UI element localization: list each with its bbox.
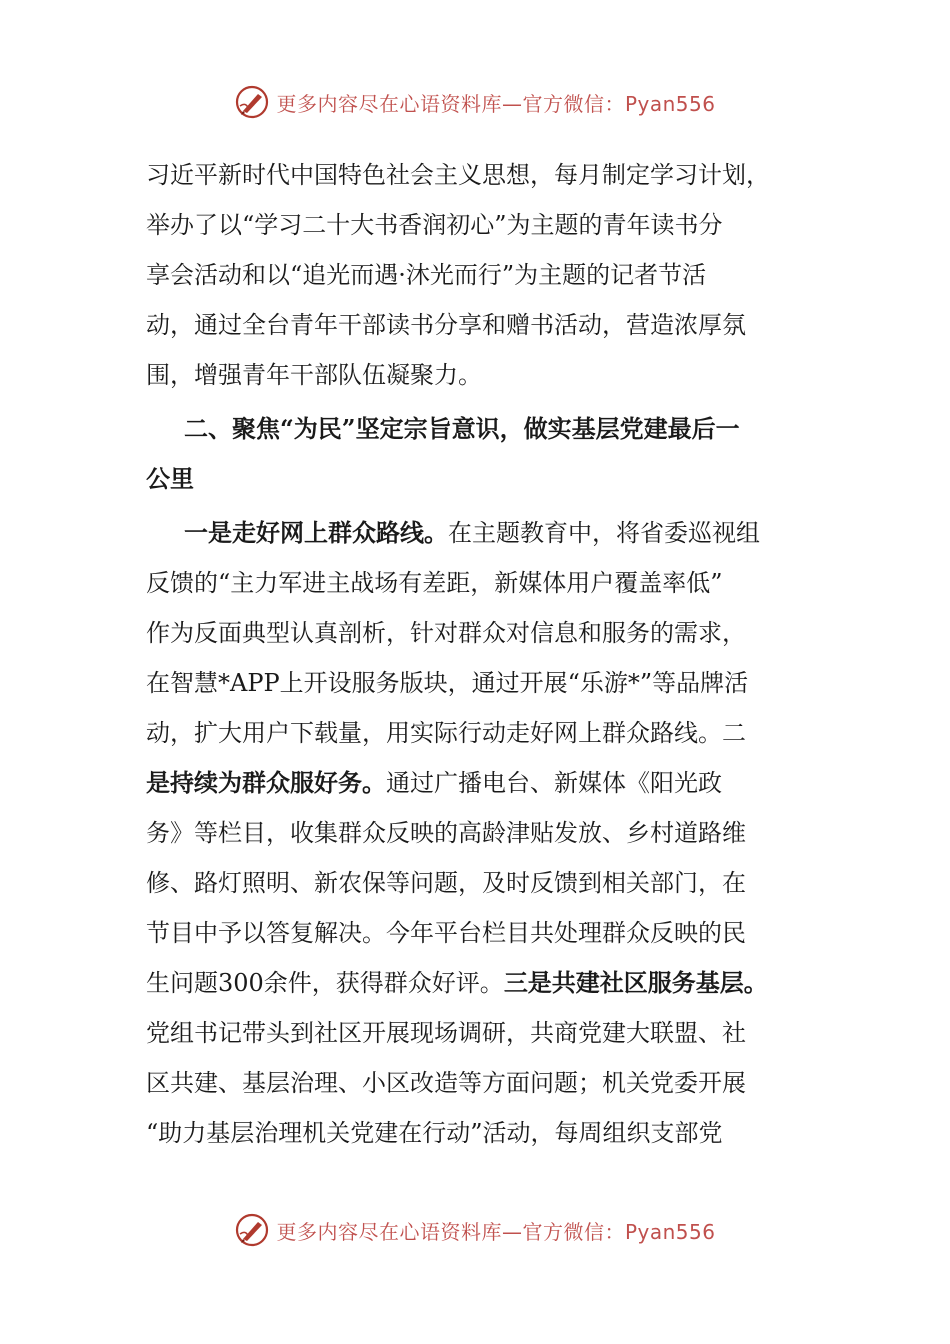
footer-banner bbox=[0, 1210, 950, 1250]
text-run: 在主题教育中，将省委巡视组 bbox=[448, 519, 760, 547]
text-line: 在智慧*APP上开设服务版块，通过开展“乐游*”等品牌活 bbox=[146, 669, 749, 697]
text-line: 修、路灯照明、新农保等问题，及时反馈到相关部门，在 bbox=[146, 869, 746, 897]
text-line: 习近平新时代中国特色社会主义思想，每月制定学习计划， bbox=[146, 161, 770, 189]
section-heading-2 bbox=[146, 404, 806, 504]
heading-line: 公里 bbox=[146, 464, 194, 493]
paragraph-2 bbox=[146, 508, 806, 1158]
text-line: 享会活动和以“追光而遇·沐光而行”为主题的记者节活 bbox=[146, 261, 707, 289]
text-line: 务》等栏目，收集群众反映的高龄津贴发放、乡村道路维 bbox=[146, 819, 746, 847]
text-line: 党组书记带头到社区开展现场调研，共商党建大联盟、社 bbox=[146, 1019, 746, 1047]
document-body bbox=[146, 150, 806, 1158]
text-line: 动，通过全台青年干部读书分享和赠书活动，营造浓厚氛 bbox=[146, 311, 746, 339]
text-line: “助力基层治理机关党建在行动”活动，每周组织支部党 bbox=[146, 1119, 723, 1147]
text-line: 举办了以“学习二十大书香润初心”为主题的青年读书分 bbox=[146, 211, 723, 239]
text-line: 作为反面典型认真剖析，针对群众对信息和服务的需求， bbox=[146, 619, 746, 647]
bold-lead: 一是走好网上群众路线。 bbox=[184, 518, 448, 547]
text-line: 动，扩大用户下载量，用实际行动走好网上群众路线。二 bbox=[146, 719, 746, 747]
paragraph-1 bbox=[146, 150, 806, 400]
bold-lead: 是持续为群众服好务。 bbox=[146, 768, 386, 797]
text-run: 通过广播电台、新媒体《阳光政 bbox=[386, 769, 722, 797]
bold-lead: 三是共建社区服务基层。 bbox=[503, 968, 768, 997]
text-line: 反馈的“主力军进主战场有差距，新媒体用户覆盖率低” bbox=[146, 569, 723, 597]
footer-banner-text: 更多内容尽在心语资料库—官方微信：Pyan556 bbox=[276, 1219, 716, 1244]
text-line bbox=[146, 758, 806, 808]
text-line bbox=[146, 958, 806, 1008]
header-banner-text: 更多内容尽在心语资料库—官方微信：Pyan556 bbox=[276, 91, 716, 116]
text-line: 节目中予以答复解决。今年平台栏目共处理群众反映的民 bbox=[146, 919, 746, 947]
pen-logo-icon bbox=[234, 84, 270, 120]
pen-logo-icon bbox=[234, 1212, 270, 1248]
heading-line: 二、聚焦“为民”坚定宗旨意识，做实基层党建最后一 bbox=[184, 414, 740, 443]
text-line: 区共建、基层治理、小区改造等方面问题；机关党委开展 bbox=[146, 1069, 746, 1097]
header-banner bbox=[0, 82, 950, 122]
text-line bbox=[146, 508, 806, 558]
text-run: 生问题300余件，获得群众好评。 bbox=[146, 969, 504, 997]
text-line: 围，增强青年干部队伍凝聚力。 bbox=[146, 361, 482, 389]
